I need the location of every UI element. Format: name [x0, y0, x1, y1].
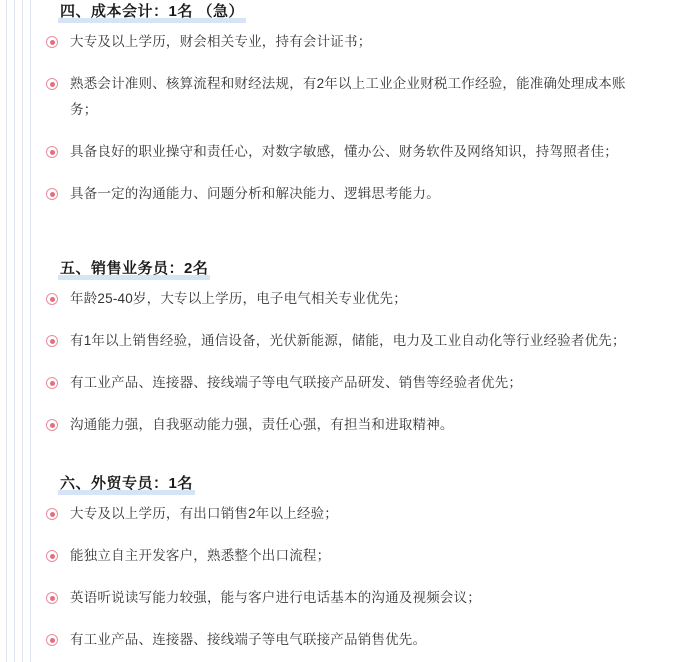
list-item: [44, 627, 646, 653]
section-title-text: 四、成本会计：1名 （急）: [60, 3, 245, 20]
list-item: [44, 71, 646, 123]
bullet-icon: [46, 377, 58, 389]
list-item-text: 有工业产品、连接器、接线端子等电气联接产品销售优先。: [70, 632, 427, 647]
list-item: [44, 328, 646, 354]
list-item: [44, 370, 646, 396]
list-item: [44, 181, 646, 207]
section-title: [58, 0, 246, 23]
job-section-foreign-trade: [44, 472, 646, 653]
bullet-icon: [46, 188, 58, 200]
list-item: [44, 29, 646, 55]
list-item: [44, 412, 646, 438]
bullet-icon: [46, 592, 58, 604]
list-item-text: 能独立自主开发客户，熟悉整个出口流程；: [70, 548, 331, 563]
list-item-text: 有1年以上销售经验，通信设备，光伏新能源，储能，电力及工业自动化等行业经验者优先；: [70, 333, 626, 348]
list-item: [44, 139, 646, 165]
list-item-text: 大专及以上学历，有出口销售2年以上经验；: [70, 506, 339, 521]
list-item-text: 具备一定的沟通能力、问题分析和解决能力、逻辑思考能力。: [70, 186, 440, 201]
section-title-text: 六、外贸专员：1名: [60, 475, 193, 492]
list-item-text: 熟悉会计准则、核算流程和财经法规，有2年以上工业企业财税工作经验，能准确处理成本账务；: [70, 76, 626, 117]
section-title-text: 五、销售业务员：2名: [60, 260, 209, 277]
list-item: [44, 286, 646, 312]
section-header-wrap: [44, 472, 646, 501]
list-item-text: 具备良好的职业操守和责任心，对数字敏感，懂办公、财务软件及网络知识，持驾照者佳；: [70, 144, 618, 159]
bullet-icon: [46, 550, 58, 562]
section-spacer: [44, 223, 646, 257]
bullet-icon: [46, 634, 58, 646]
requirement-list: [44, 501, 646, 653]
bullet-icon: [46, 36, 58, 48]
list-item-text: 沟通能力强，自我驱动能力强，责任心强，有担当和进取精神。: [70, 417, 454, 432]
requirement-list: [44, 29, 646, 207]
list-item: [44, 585, 646, 611]
section-title: [58, 257, 210, 280]
bullet-icon: [46, 146, 58, 158]
list-item-text: 有工业产品、连接器、接线端子等电气联接产品研发、销售等经验者优先；: [70, 375, 523, 390]
section-spacer: [44, 454, 646, 472]
list-item: [44, 501, 646, 527]
job-section-cost-accountant: [44, 0, 646, 207]
bullet-icon: [46, 419, 58, 431]
list-item-text: 年龄25-40岁，大专以上学历，电子电气相关专业优先；: [70, 291, 407, 306]
list-item-text: 大专及以上学历，财会相关专业，持有会计证书；: [70, 34, 372, 49]
section-header-wrap: [44, 0, 646, 29]
job-section-sales-rep: [44, 257, 646, 438]
bullet-icon: [46, 293, 58, 305]
bullet-icon: [46, 78, 58, 90]
bullet-icon: [46, 508, 58, 520]
bullet-icon: [46, 335, 58, 347]
list-item-text: 英语听说读写能力较强，能与客户进行电话基本的沟通及视频会议；: [70, 590, 481, 605]
section-title: [58, 472, 195, 495]
requirement-list: [44, 286, 646, 438]
list-item: [44, 543, 646, 569]
section-header-wrap: [44, 257, 646, 286]
